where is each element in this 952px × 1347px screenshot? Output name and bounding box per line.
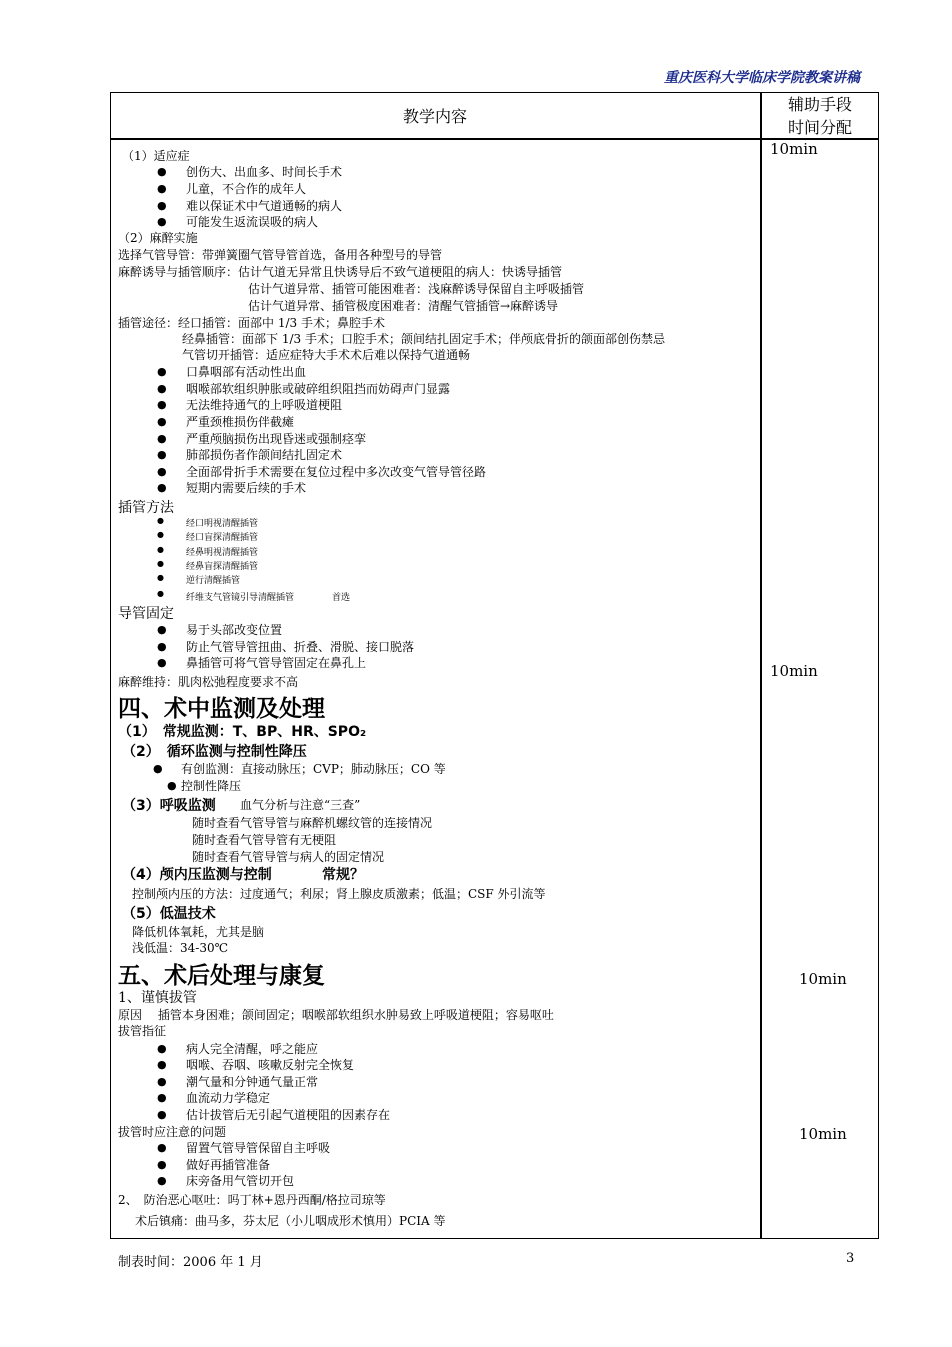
- text-line: 随时查看气管导管与病人的固定情况: [192, 850, 385, 864]
- bullet-icon: ●: [157, 656, 167, 669]
- bullet-icon: ●: [153, 762, 163, 775]
- column-divider: [760, 92, 762, 1239]
- bullet-icon: ●: [157, 448, 167, 461]
- bullet-icon: ●: [157, 640, 167, 653]
- method-title: 插管方法: [118, 500, 174, 516]
- text-line: 选择气管导管：带弹簧圈气管导管首选，备用各种型号的导管: [118, 248, 443, 262]
- text-line: 插管途径：经口插管：面部中 1/3 手术；鼻腔手术: [118, 316, 385, 330]
- list-item: 咽喉部软组织肿胀或破碎组织阻挡而妨碍声门显露: [186, 382, 451, 396]
- bullet-icon: ●: [157, 1108, 167, 1121]
- column-header-aux-line2: 时间分配: [787, 118, 852, 137]
- section-heading: 五、术后处理与康复: [118, 962, 325, 989]
- text-line: 随时查看气管导管有无梗阻: [192, 833, 337, 847]
- list-item: 估计拔管后无引起气道梗阻的因素存在: [186, 1108, 391, 1122]
- subsection-heading: （4）颅内压监测与控制: [122, 867, 272, 883]
- page-number: 3: [846, 1251, 855, 1266]
- header-title: 重庆医科大学临床学院教案讲稿: [664, 70, 860, 86]
- text-line: 控制颅内压的方法：过度通气；利尿；肾上腺皮质激素；低温；CSF 外引流等: [132, 887, 546, 901]
- bullet-icon: ●: [157, 1174, 167, 1187]
- time-allocation: 10min: [770, 662, 818, 680]
- indications-title: （1）适应症: [122, 149, 190, 163]
- list-item: 经鼻明视清醒插管: [186, 548, 259, 558]
- time-allocation: 10min: [799, 1125, 847, 1143]
- bullet-icon: ●: [157, 398, 167, 411]
- list-item: 创伤大、出血多、时间长手术: [186, 165, 343, 179]
- bullet-icon: ●: [157, 199, 167, 212]
- bullet-icon: ●: [157, 432, 167, 445]
- list-item: 严重颅脑损伤出现昏迷或强制痉挛: [186, 432, 367, 446]
- list-item: 有创监测：直接动脉压；CVP；肺动脉压；CO 等: [181, 762, 446, 776]
- bullet-icon: ●: [157, 382, 167, 395]
- text-line: 随时查看气管导管与麻醉机螺纹管的连接情况: [192, 816, 433, 830]
- time-allocation: 10min: [799, 970, 847, 988]
- column-header-content: 教学内容: [402, 107, 467, 126]
- fix-title: 导管固定: [118, 606, 174, 622]
- list-item: 口鼻咽部有活动性出血: [186, 365, 307, 379]
- list-item: 控制性降压: [181, 779, 242, 793]
- list-item: 咽喉、吞咽、咳嗽反射完全恢复: [186, 1058, 355, 1072]
- list-item: 难以保证术中气道通畅的病人: [186, 199, 343, 213]
- bullet-icon: ●: [157, 415, 167, 428]
- list-item: 肺部损伤者作颌间结扎固定术: [186, 448, 343, 462]
- list-item: 床旁备用气管切开包: [186, 1174, 295, 1188]
- list-item: 经口明视清醒插管: [186, 519, 259, 529]
- section-heading: 四、术中监测及处理: [118, 695, 325, 722]
- text-line: 血气分析与注意“三查”: [240, 798, 361, 812]
- bullet-icon: ●: [157, 165, 167, 178]
- text-line: 估计气道异常、插管极度困难者：清醒气管插管→麻醉诱导: [248, 299, 559, 313]
- bullet-icon: ●: [157, 182, 167, 195]
- bullet-icon: ●: [157, 623, 167, 636]
- list-item: 逆行清醒插管: [186, 576, 241, 586]
- subsection-heading: （5）低温技术: [122, 906, 216, 922]
- list-item: 纤维支气管镜引导清醒插管: [186, 593, 295, 603]
- bullet-icon: ●: [157, 365, 167, 378]
- subsection-heading: 1、谨慎拔管: [118, 990, 197, 1006]
- text-line: 麻醉维持：肌肉松弛程度要求不高: [118, 675, 299, 689]
- list-item: 严重颈椎损伤伴截瘫: [186, 415, 295, 429]
- bullet-icon: ●: [157, 1158, 167, 1171]
- list-item: 全面部骨折手术需要在复位过程中多次改变气管导管径路: [186, 465, 487, 479]
- bullet-icon: ●: [157, 215, 167, 228]
- bullet-icon: ●: [157, 1075, 167, 1088]
- bullet-icon: ●: [157, 1058, 167, 1071]
- text-line: 拔管时应注意的问题: [118, 1125, 227, 1139]
- footer-date: 制表时间：2006 年 1 月: [118, 1255, 263, 1270]
- bullet-icon: ●: [157, 573, 164, 582]
- text-line: 2、 防治恶心呕吐：吗丁林+恩丹西酮/格拉司琼等: [118, 1193, 386, 1207]
- list-item: 经鼻盲探清醒插管: [186, 562, 259, 572]
- list-item: 防止气管导管扭曲、折叠、滑脱、接口脱落: [186, 640, 415, 654]
- time-allocation: 10min: [770, 140, 818, 158]
- bullet-icon: ●: [157, 545, 164, 554]
- list-item: 留置气管导管保留自主呼吸: [186, 1141, 331, 1155]
- bullet-icon: ●: [157, 589, 164, 598]
- list-item: 可能发生返流误吸的病人: [186, 215, 319, 229]
- list-item: 无法维持通气的上呼吸道梗阻: [186, 398, 343, 412]
- subsection-heading: （2） 循环监测与控制性降压: [122, 744, 307, 760]
- anesthesia-title: （2）麻醉实施: [118, 231, 198, 245]
- text-line: 气管切开插管：适应症特大手术术后难以保持气道通畅: [182, 348, 471, 362]
- text-line: 浅低温：34-30℃: [132, 941, 229, 955]
- bullet-icon: ●: [167, 779, 177, 792]
- bullet-icon: ●: [157, 559, 164, 568]
- bullet-icon: ●: [157, 516, 164, 525]
- list-item: 易于头部改变位置: [186, 623, 283, 637]
- list-item: 潮气量和分钟通气量正常: [186, 1075, 319, 1089]
- bullet-icon: ●: [157, 481, 167, 494]
- column-header-aux: [762, 93, 878, 139]
- bullet-icon: ●: [157, 530, 164, 539]
- list-item: 经口盲探清醒插管: [186, 533, 259, 543]
- list-item: 做好再插管准备: [186, 1158, 271, 1172]
- bullet-icon: ●: [157, 1091, 167, 1104]
- subsection-heading: （3）呼吸监测: [122, 798, 216, 814]
- text-line: 估计气道异常、插管可能困难者：浅麻醉诱导保留自主呼吸插管: [248, 282, 585, 296]
- list-item: 鼻插管可将气管导管固定在鼻孔上: [186, 656, 367, 670]
- text-line: 术后镇痛：曲马多，芬太尼（小儿咽成形术慎用）PCIA 等: [135, 1214, 446, 1228]
- text-line: 降低机体氧耗，尤其是脑: [132, 925, 265, 939]
- text-line: 经鼻插管：面部下 1/3 手术；口腔手术；颌间结扎固定手术；伴颅底骨折的颌面部创伤禁忌: [182, 332, 665, 346]
- bullet-icon: ●: [157, 465, 167, 478]
- list-item: 短期内需要后续的手术: [186, 481, 307, 495]
- list-item: 血流动力学稳定: [186, 1091, 271, 1105]
- text-line: 拔管指征: [118, 1024, 167, 1038]
- text-line: 麻醉诱导与插管顺序：估计气道无异常且快诱导后不致气道梗阻的病人：快诱导插管: [118, 265, 563, 279]
- subsection-heading: （1） 常规监测：T、BP、HR、SPO₂: [118, 724, 367, 740]
- column-header-aux-line1: 辅助手段: [787, 95, 852, 114]
- subsection-note: 常规？: [322, 867, 364, 883]
- text-line: 原因 插管本身困难；颌间固定；咽喉部软组织水肿易致上呼吸道梗阻；容易呕吐: [118, 1008, 554, 1022]
- list-item: 儿童，不合作的成年人: [186, 182, 307, 196]
- bullet-icon: ●: [157, 1042, 167, 1055]
- list-item-note: 首选: [332, 593, 351, 603]
- list-item: 病人完全清醒，呼之能应: [186, 1042, 319, 1056]
- bullet-icon: ●: [157, 1141, 167, 1154]
